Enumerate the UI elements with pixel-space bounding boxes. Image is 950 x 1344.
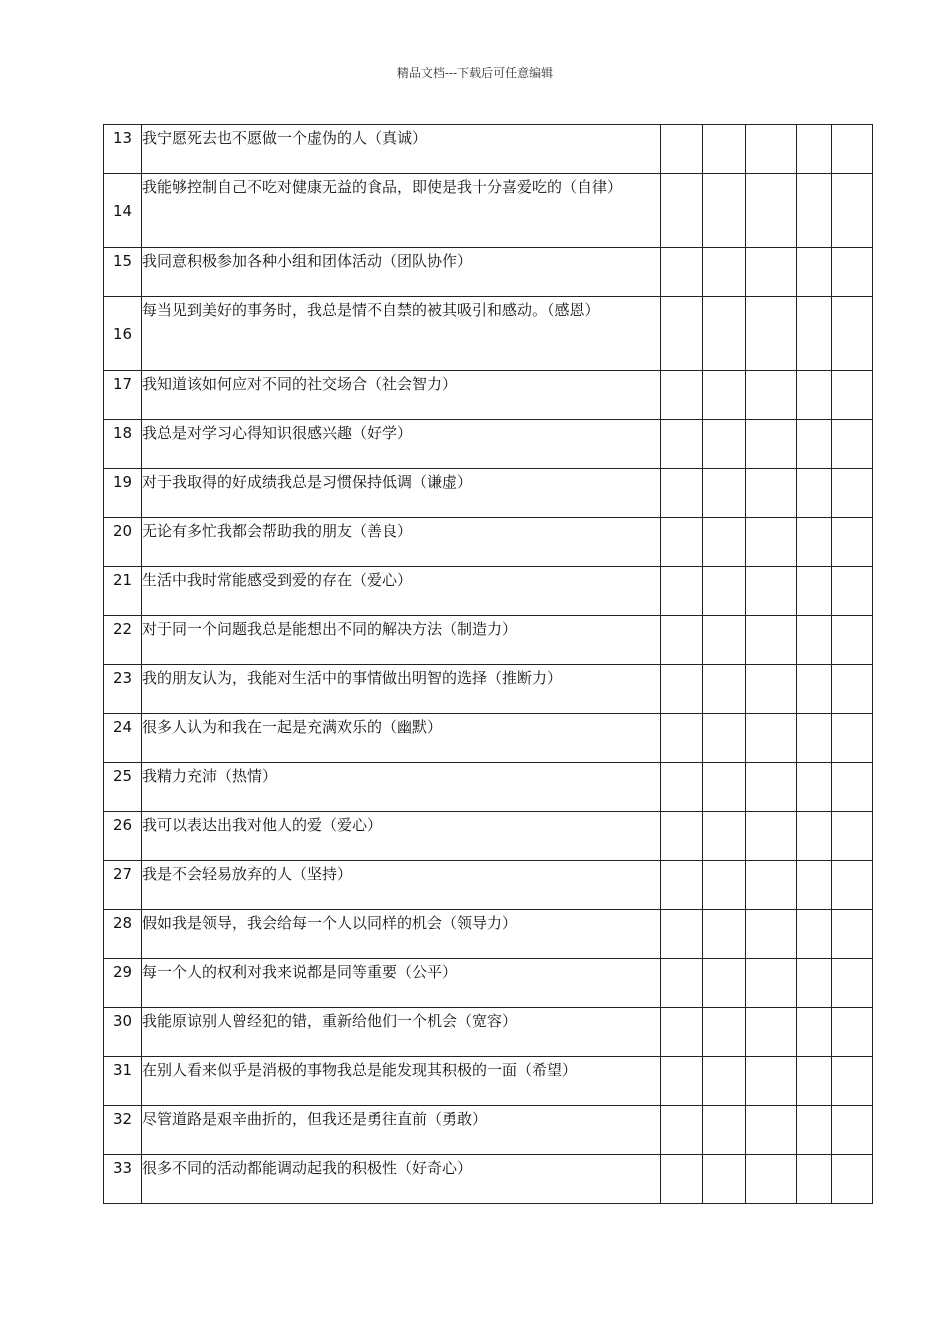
- rating-cell[interactable]: [661, 518, 703, 567]
- statement-text: 对于同一个问题我总是能想出不同的解决方法（制造力）: [142, 616, 661, 665]
- rating-cell[interactable]: [746, 1106, 797, 1155]
- rating-cell[interactable]: [661, 714, 703, 763]
- row-number: 32: [104, 1106, 142, 1155]
- rating-cell[interactable]: [661, 125, 703, 174]
- table-row: [104, 248, 873, 297]
- row-number: 33: [104, 1155, 142, 1204]
- row-number: 15: [104, 248, 142, 297]
- rating-cell[interactable]: [797, 1106, 832, 1155]
- rating-cell[interactable]: [746, 469, 797, 518]
- table-row: [104, 125, 873, 174]
- rating-cell[interactable]: [797, 371, 832, 420]
- rating-cell[interactable]: [703, 567, 746, 616]
- statement-text: 每一个人的权利对我来说都是同等重要（公平）: [142, 959, 661, 1008]
- rating-cell[interactable]: [661, 959, 703, 1008]
- rating-cell[interactable]: [797, 567, 832, 616]
- statement-text: 我同意积极参加各种小组和团体活动（团队协作）: [142, 248, 661, 297]
- rating-cell[interactable]: [832, 420, 873, 469]
- rating-cell[interactable]: [832, 567, 873, 616]
- rating-cell[interactable]: [797, 763, 832, 812]
- rating-cell[interactable]: [703, 763, 746, 812]
- rating-cell[interactable]: [797, 959, 832, 1008]
- row-number: 18: [104, 420, 142, 469]
- rating-cell[interactable]: [661, 812, 703, 861]
- rating-cell[interactable]: [746, 1008, 797, 1057]
- statement-text: 我可以表达出我对他人的爱（爱心）: [142, 812, 661, 861]
- row-number: 19: [104, 469, 142, 518]
- rating-cell[interactable]: [832, 763, 873, 812]
- rating-cell[interactable]: [703, 1155, 746, 1204]
- rating-cell[interactable]: [746, 174, 797, 248]
- row-number: 29: [104, 959, 142, 1008]
- table-row: [104, 1155, 873, 1204]
- rating-cell[interactable]: [832, 518, 873, 567]
- statement-text: 我宁愿死去也不愿做一个虚伪的人（真诚）: [142, 125, 661, 174]
- rating-cell[interactable]: [832, 1057, 873, 1106]
- rating-cell[interactable]: [746, 125, 797, 174]
- table-row: [104, 714, 873, 763]
- rating-cell[interactable]: [746, 518, 797, 567]
- rating-cell[interactable]: [703, 125, 746, 174]
- rating-cell[interactable]: [797, 1008, 832, 1057]
- table-row: [104, 616, 873, 665]
- rating-cell[interactable]: [832, 125, 873, 174]
- rating-cell[interactable]: [661, 420, 703, 469]
- statement-text: 每当见到美好的事务时，我总是情不自禁的被其吸引和感动。（感恩）: [142, 297, 661, 371]
- rating-cell[interactable]: [832, 616, 873, 665]
- rating-cell[interactable]: [797, 1057, 832, 1106]
- rating-cell[interactable]: [661, 1106, 703, 1155]
- rating-cell[interactable]: [832, 665, 873, 714]
- rating-cell[interactable]: [661, 763, 703, 812]
- rating-cell[interactable]: [797, 714, 832, 763]
- rating-cell[interactable]: [746, 1155, 797, 1204]
- rating-cell[interactable]: [661, 469, 703, 518]
- rating-cell[interactable]: [746, 1057, 797, 1106]
- rating-cell[interactable]: [797, 910, 832, 959]
- row-number: 14: [104, 174, 142, 248]
- table-row: [104, 297, 873, 371]
- rating-cell[interactable]: [703, 861, 746, 910]
- rating-cell[interactable]: [703, 420, 746, 469]
- rating-cell[interactable]: [797, 469, 832, 518]
- rating-cell[interactable]: [746, 714, 797, 763]
- row-number: 16: [104, 297, 142, 371]
- rating-cell[interactable]: [703, 812, 746, 861]
- statement-text: 我精力充沛（热情）: [142, 763, 661, 812]
- statement-text: 我是不会轻易放弃的人（坚持）: [142, 861, 661, 910]
- rating-cell[interactable]: [797, 297, 832, 371]
- table-row: [104, 420, 873, 469]
- table-row: [104, 1057, 873, 1106]
- row-number: 27: [104, 861, 142, 910]
- statement-text: 生活中我时常能感受到爱的存在（爱心）: [142, 567, 661, 616]
- rating-cell[interactable]: [797, 518, 832, 567]
- rating-cell[interactable]: [661, 567, 703, 616]
- rating-cell[interactable]: [746, 297, 797, 371]
- rating-cell[interactable]: [703, 959, 746, 1008]
- rating-cell[interactable]: [703, 371, 746, 420]
- table-row: [104, 665, 873, 714]
- rating-cell[interactable]: [746, 371, 797, 420]
- statement-text: 假如我是领导，我会给每一个人以同样的机会（领导力）: [142, 910, 661, 959]
- statement-text: 在别人看来似乎是消极的事物我总是能发现其积极的一面（希望）: [142, 1057, 661, 1106]
- statement-text: 我总是对学习心得知识很感兴趣（好学）: [142, 420, 661, 469]
- rating-cell[interactable]: [832, 910, 873, 959]
- rating-cell[interactable]: [661, 616, 703, 665]
- rating-cell[interactable]: [661, 665, 703, 714]
- rating-cell[interactable]: [797, 1155, 832, 1204]
- rating-cell[interactable]: [746, 861, 797, 910]
- row-number: 25: [104, 763, 142, 812]
- rating-cell[interactable]: [832, 371, 873, 420]
- rating-cell[interactable]: [797, 616, 832, 665]
- rating-cell[interactable]: [797, 125, 832, 174]
- table-row: [104, 763, 873, 812]
- rating-cell[interactable]: [832, 1106, 873, 1155]
- rating-cell[interactable]: [832, 812, 873, 861]
- rating-cell[interactable]: [797, 420, 832, 469]
- statement-text: 无论有多忙我都会帮助我的朋友（善良）: [142, 518, 661, 567]
- rating-cell[interactable]: [797, 861, 832, 910]
- rating-cell[interactable]: [746, 616, 797, 665]
- row-number: 30: [104, 1008, 142, 1057]
- table-row: [104, 910, 873, 959]
- table-row: [104, 567, 873, 616]
- rating-cell[interactable]: [746, 665, 797, 714]
- table-row: [104, 959, 873, 1008]
- rating-cell[interactable]: [703, 518, 746, 567]
- row-number: 26: [104, 812, 142, 861]
- table-row: [104, 174, 873, 248]
- rating-cell[interactable]: [746, 248, 797, 297]
- rating-cell[interactable]: [797, 248, 832, 297]
- rating-cell[interactable]: [832, 861, 873, 910]
- row-number: 24: [104, 714, 142, 763]
- statement-text: 对于我取得的好成绩我总是习惯保持低调（谦虚）: [142, 469, 661, 518]
- rating-cell[interactable]: [746, 910, 797, 959]
- rating-cell[interactable]: [661, 1155, 703, 1204]
- rating-cell[interactable]: [703, 248, 746, 297]
- row-number: 17: [104, 371, 142, 420]
- table-row: [104, 861, 873, 910]
- rating-cell[interactable]: [661, 297, 703, 371]
- rating-cell[interactable]: [832, 248, 873, 297]
- row-number: 21: [104, 567, 142, 616]
- rating-cell[interactable]: [746, 567, 797, 616]
- rating-cell[interactable]: [703, 469, 746, 518]
- rating-cell[interactable]: [832, 174, 873, 248]
- table-row: [104, 518, 873, 567]
- rating-cell[interactable]: [797, 665, 832, 714]
- statement-text: 我能够控制自己不吃对健康无益的食品，即使是我十分喜爱吃的（自律）: [142, 174, 661, 248]
- row-number: 20: [104, 518, 142, 567]
- rating-cell[interactable]: [832, 297, 873, 371]
- page-header: 精品文档---下载后可任意编辑: [396, 66, 554, 80]
- statement-text: 很多人认为和我在一起是充满欢乐的（幽默）: [142, 714, 661, 763]
- statement-text: 我能原谅别人曾经犯的错，重新给他们一个机会（宽容）: [142, 1008, 661, 1057]
- rating-cell[interactable]: [703, 910, 746, 959]
- rating-cell[interactable]: [661, 861, 703, 910]
- rating-cell[interactable]: [703, 1008, 746, 1057]
- rating-cell[interactable]: [703, 1057, 746, 1106]
- rating-cell[interactable]: [797, 812, 832, 861]
- table-row: [104, 1008, 873, 1057]
- rating-cell[interactable]: [832, 1008, 873, 1057]
- rating-cell[interactable]: [832, 469, 873, 518]
- rating-cell[interactable]: [703, 616, 746, 665]
- rating-cell[interactable]: [703, 665, 746, 714]
- rating-cell[interactable]: [832, 959, 873, 1008]
- rating-cell[interactable]: [832, 1155, 873, 1204]
- statement-text: 很多不同的活动都能调动起我的积极性（好奇心）: [142, 1155, 661, 1204]
- row-number: 22: [104, 616, 142, 665]
- survey-table: [103, 124, 873, 1204]
- statement-text: 我知道该如何应对不同的社交场合（社会智力）: [142, 371, 661, 420]
- rating-cell[interactable]: [703, 1106, 746, 1155]
- rating-cell[interactable]: [703, 714, 746, 763]
- rating-cell[interactable]: [661, 174, 703, 248]
- rating-cell[interactable]: [661, 910, 703, 959]
- rating-cell[interactable]: [746, 763, 797, 812]
- table-row: [104, 371, 873, 420]
- rating-cell[interactable]: [661, 371, 703, 420]
- rating-cell[interactable]: [661, 1057, 703, 1106]
- table-row: [104, 469, 873, 518]
- table-row: [104, 1106, 873, 1155]
- rating-cell[interactable]: [797, 174, 832, 248]
- rating-cell[interactable]: [661, 1008, 703, 1057]
- rating-cell[interactable]: [661, 248, 703, 297]
- rating-cell[interactable]: [703, 174, 746, 248]
- row-number: 28: [104, 910, 142, 959]
- table-row: [104, 812, 873, 861]
- rating-cell[interactable]: [746, 420, 797, 469]
- row-number: 13: [104, 125, 142, 174]
- rating-cell[interactable]: [832, 714, 873, 763]
- rating-cell[interactable]: [703, 297, 746, 371]
- row-number: 31: [104, 1057, 142, 1106]
- statement-text: 我的朋友认为，我能对生活中的事情做出明智的选择（推断力）: [142, 665, 661, 714]
- statement-text: 尽管道路是艰辛曲折的，但我还是勇往直前（勇敢）: [142, 1106, 661, 1155]
- rating-cell[interactable]: [746, 959, 797, 1008]
- rating-cell[interactable]: [746, 812, 797, 861]
- row-number: 23: [104, 665, 142, 714]
